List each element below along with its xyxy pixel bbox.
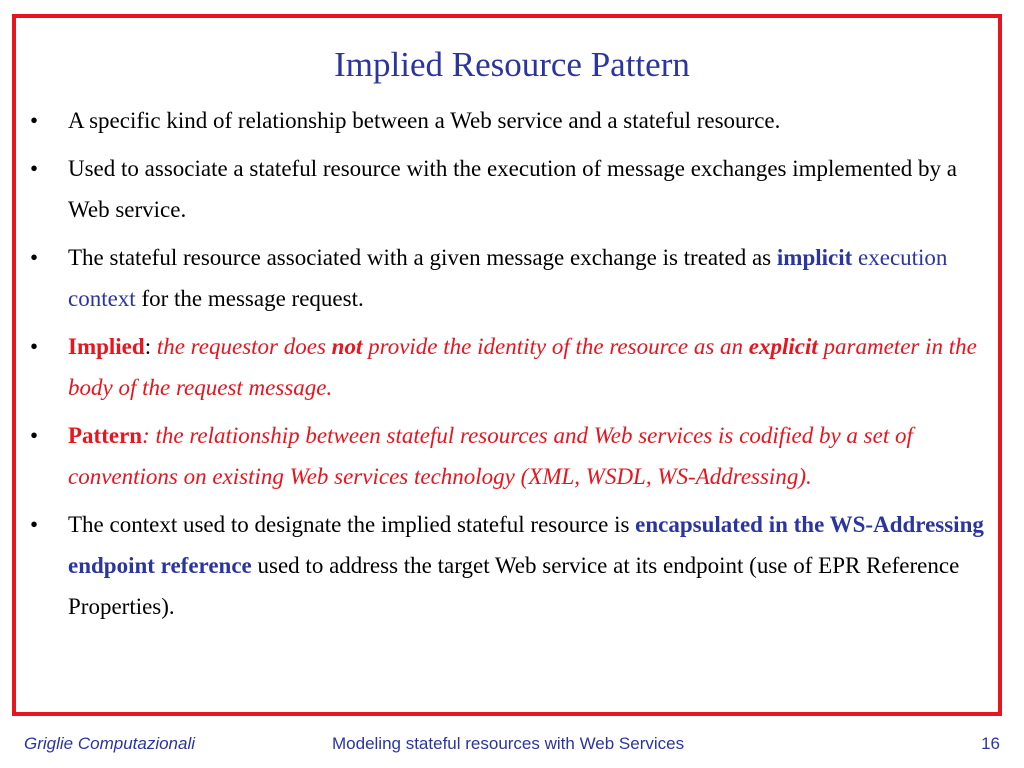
slide-title: Implied Resource Pattern — [334, 45, 690, 84]
emphasis-explicit: explicit — [748, 334, 818, 359]
footer-topic: Modeling stateful resources with Web Services — [332, 734, 685, 753]
bullet-text: used to address the target Web service at its endpoint (use of EPR Reference Properties). — [68, 553, 960, 619]
bullet-dot: • — [30, 108, 39, 133]
emphasis-execution-context: execution context — [68, 245, 948, 311]
bullet-dot: • — [30, 512, 39, 537]
bullet-dot: • — [30, 423, 39, 448]
colon: : — [144, 334, 157, 359]
definition-text: : the relationship between stateful resources and Web services is codified by a set of conventions on existing Web services technology (XML, WSDL, WS-Addressing). — [68, 423, 913, 489]
bullet-list — [30, 100, 990, 634]
bullet-item — [30, 504, 990, 627]
bullet-item — [30, 326, 990, 408]
emphasis-epr: encapsulated in the WS-Addressing endpoint reference — [68, 512, 984, 578]
footer-course: Griglie Computazionali — [24, 734, 196, 753]
emphasis-not: not — [331, 334, 363, 359]
slide-footer — [0, 728, 1024, 760]
bullet-text: The stateful resource associated with a given message exchange is treated as — [68, 245, 777, 270]
definition-text: parameter in the body of the request message. — [68, 334, 977, 400]
definition-text: the requestor does — [156, 334, 332, 359]
bullet-item — [30, 148, 990, 230]
definition-text: provide the identity of the resource as an — [362, 334, 749, 359]
bullet-dot: • — [30, 156, 39, 181]
emphasis-implicit: implicit — [776, 245, 853, 270]
bullet-item — [30, 100, 990, 141]
bullet-dot: • — [30, 245, 39, 270]
bullet-text: The context used to designate the implied stateful resource is — [68, 512, 636, 537]
bullet-item — [30, 415, 990, 497]
bullet-text: Used to associate a stateful resource with the execution of message exchanges implemented by a Web service. — [68, 156, 958, 222]
term-implied: Implied — [68, 334, 145, 359]
term-pattern: Pattern — [68, 423, 143, 448]
bullet-text: for the message request. — [135, 286, 364, 311]
bullet-text: A specific kind of relationship between a Web service and a stateful resource. — [68, 108, 781, 133]
bullet-dot: • — [30, 334, 39, 359]
bullet-item — [30, 237, 990, 319]
page-number: 16 — [981, 734, 1000, 753]
